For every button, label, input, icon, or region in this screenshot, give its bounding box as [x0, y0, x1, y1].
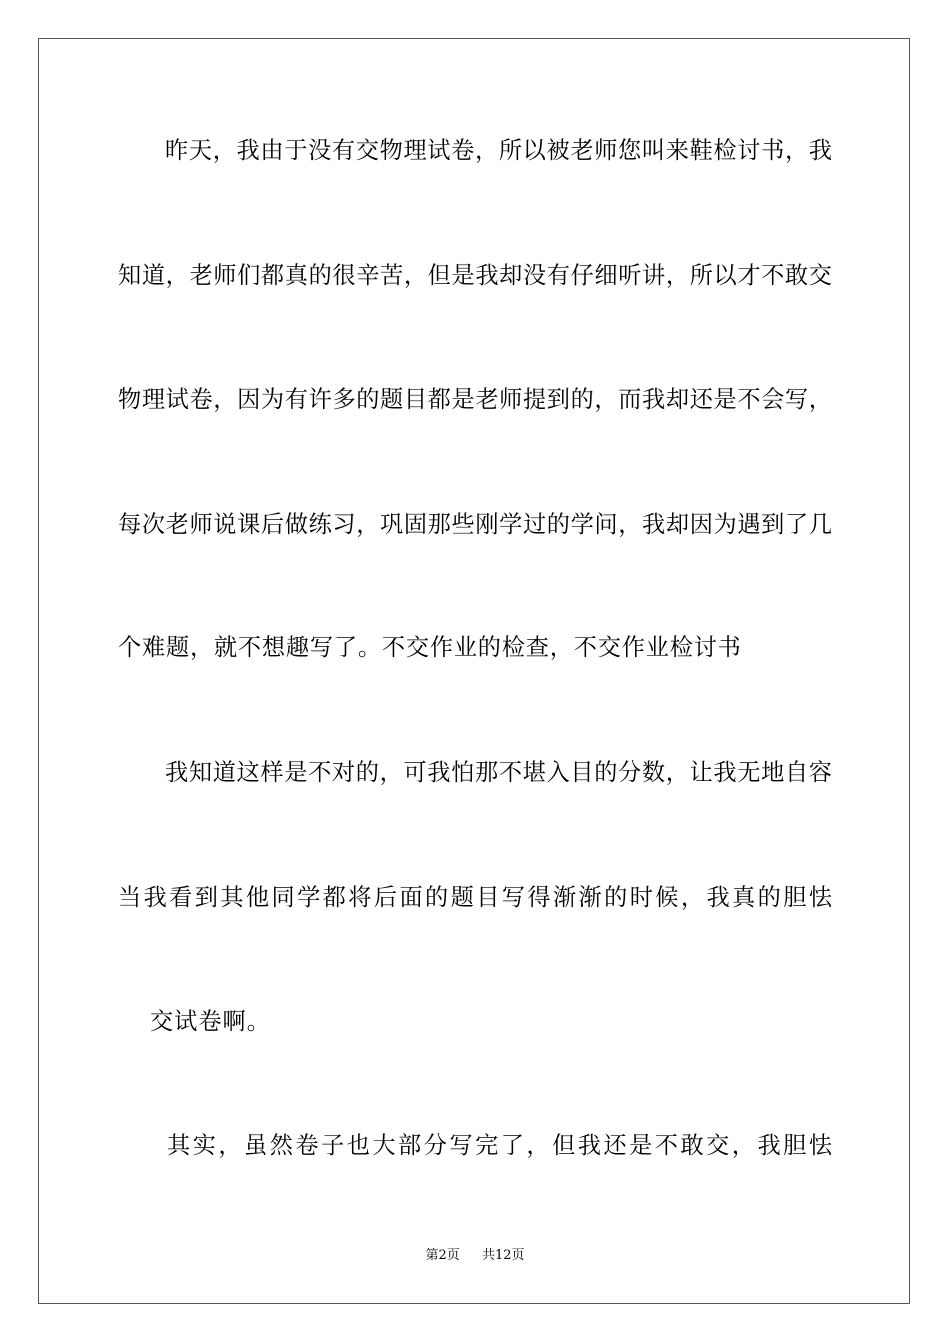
- page-border: [38, 38, 910, 1304]
- paragraph-line-2: 知道，老师们都真的很辛苦，但是我却没有仔细听讲，所以才不敢交: [118, 262, 832, 289]
- paragraph-line-1: 昨天，我由于没有交物理试卷，所以被老师您叫来鞋检讨书，我: [165, 137, 832, 164]
- page-number: 第2页: [425, 1248, 460, 1263]
- paragraph-line-5: 个难题，就不想趣写了。不交作业的检查，不交作业检讨书: [118, 634, 742, 661]
- page-total: 共12页: [482, 1248, 525, 1263]
- page-footer: [0, 1247, 950, 1265]
- paragraph-line-4: 每次老师说课后做练习，巩固那些刚学过的学问，我却因为遇到了几: [118, 511, 832, 538]
- paragraph-line-8: 交试卷啊。: [150, 1008, 271, 1035]
- paragraph-line-9: 其实，虽然卷子也大部分写完了，但我还是不敢交，我胆怯: [167, 1132, 832, 1159]
- paragraph-line-3: 物理试卷，因为有许多的题目都是老师提到的，而我却还是不会写，: [118, 386, 832, 413]
- paragraph-line-6: 我知道这样是不对的，可我怕那不堪入目的分数，让我无地自容: [165, 759, 832, 786]
- paragraph-line-7: 当我看到其他同学都将后面的题目写得渐渐的时候，我真的胆怯: [118, 884, 832, 911]
